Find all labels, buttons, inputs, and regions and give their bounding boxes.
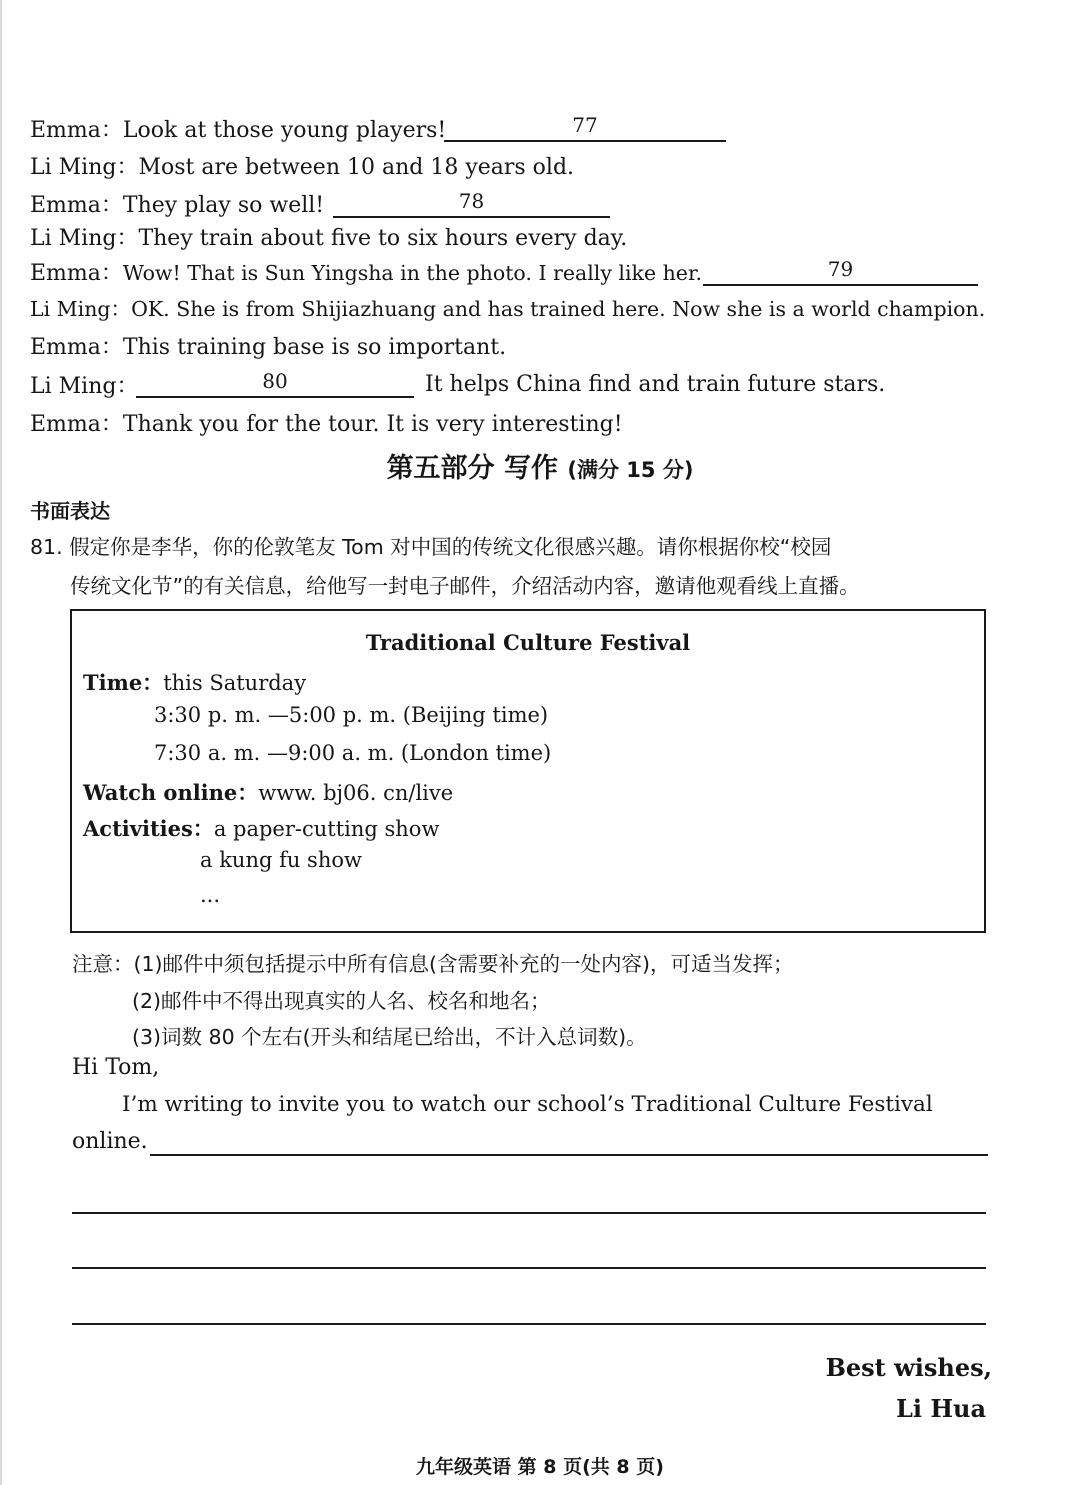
dialogue-line-7 <box>30 334 506 362</box>
writing-line[interactable] <box>72 1323 986 1325</box>
answer-blank-79[interactable] <box>703 258 978 286</box>
dialogue-line-9 <box>30 411 623 439</box>
time-london: 7:30 a. m. —9:00 a. m. (London time) <box>154 741 552 765</box>
speaker-label: Li Ming： <box>30 374 139 399</box>
dialogue-line-4 <box>30 225 627 253</box>
answer-blank-80[interactable] <box>136 370 414 398</box>
festival-title: Traditional Culture Festival <box>365 630 691 655</box>
dialogue-text: They play so well! <box>122 193 325 218</box>
writing-line[interactable] <box>72 1212 986 1214</box>
dialogue-text: Wow! That is Sun Yingsha in the photo. I really like her. <box>122 261 703 285</box>
watch-url: www. bj06. cn/live <box>258 781 454 805</box>
festival-info-box <box>70 609 986 933</box>
speaker-label: Emma： <box>30 261 123 286</box>
dialogue-line-8 <box>30 373 138 401</box>
speaker-label: Emma： <box>30 118 123 143</box>
activity-item: a kung fu show <box>200 848 362 872</box>
activity-more: ... <box>200 883 221 907</box>
section-score: (满分 15 分) <box>567 458 694 482</box>
task-prompt-line-2: 传统文化节”的有关信息，给他写一封电子邮件，介绍活动内容，邀请他观看线上直播。 <box>70 574 860 598</box>
note-2: (2)邮件中不得出现真实的人名、校名和地名； <box>132 989 551 1013</box>
dialogue-text: Most are between 10 and 18 years old. <box>138 155 575 180</box>
watch-row <box>83 777 453 807</box>
time-label: Time： <box>83 670 164 695</box>
activities-row <box>83 813 439 843</box>
dialogue-text: Look at those young players! <box>122 118 447 143</box>
letter-signature: Li Hua <box>895 1394 986 1423</box>
note-1: 注意：(1)邮件中须包括提示中所有信息(含需要补充的一处内容)，可适当发挥； <box>72 952 794 976</box>
blank-number: 79 <box>827 257 854 281</box>
time-beijing: 3:30 p. m. —5:00 p. m. (Beijing time) <box>154 703 549 727</box>
speaker-label: Li Ming： <box>30 226 139 251</box>
answer-blank-78[interactable] <box>333 190 610 218</box>
speaker-label: Emma： <box>30 193 123 218</box>
task-heading: 书面表达 <box>30 499 110 523</box>
watch-label: Watch online： <box>83 780 259 805</box>
activities-label: Activities： <box>83 816 214 841</box>
writing-line[interactable] <box>72 1267 986 1269</box>
speaker-label: Li Ming： <box>30 297 132 321</box>
activity-item: a paper-cutting show <box>213 817 440 841</box>
letter-greeting: Hi Tom, <box>72 1055 160 1080</box>
time-value: this Saturday <box>163 671 307 695</box>
dialogue-text: OK. She is from Shijiazhuang and has trained here. Now she is a world champion. <box>131 297 986 321</box>
dialogue-line-1 <box>30 117 446 145</box>
speaker-label: Emma： <box>30 335 123 360</box>
dialogue-line-6 <box>30 295 985 323</box>
letter-opening-cont: online. <box>72 1129 148 1154</box>
blank-number: 80 <box>262 369 288 393</box>
dialogue-text: They train about five to six hours every day. <box>138 226 628 251</box>
answer-blank-77[interactable] <box>444 114 726 142</box>
letter-closing: Best wishes, <box>825 1353 992 1382</box>
time-row <box>83 667 306 697</box>
note-3: (3)词数 80 个左右(开头和结尾已给出，不计入总词数)。 <box>132 1025 647 1049</box>
blank-number: 77 <box>572 113 598 137</box>
dialogue-text: This training base is so important. <box>122 335 507 360</box>
section-name: 第五部分 写作 <box>386 453 558 484</box>
speaker-label: Li Ming： <box>30 155 139 180</box>
task-prompt-line-1: 81. 假定你是李华，你的伦敦笔友 Tom 对中国的传统文化很感兴趣。请你根据你校“校园 <box>30 535 832 559</box>
dialogue-text: It helps China find and train future stars. <box>425 372 886 397</box>
speaker-label: Emma： <box>30 412 123 437</box>
dialogue-line-3 <box>30 192 324 220</box>
page-footer: 九年级英语 第 8 页(共 8 页) <box>416 1456 664 1478</box>
section-title <box>0 446 1080 485</box>
dialogue-text: Thank you for the tour. It is very interesting! <box>122 412 623 437</box>
dialogue-line-2 <box>30 154 574 182</box>
blank-number: 78 <box>458 189 485 213</box>
dialogue-line-5 <box>30 259 702 288</box>
writing-line[interactable] <box>150 1154 988 1156</box>
page-edge <box>0 0 2 1485</box>
letter-opening: I’m writing to invite you to watch our school’s Traditional Culture Festival <box>122 1092 933 1117</box>
